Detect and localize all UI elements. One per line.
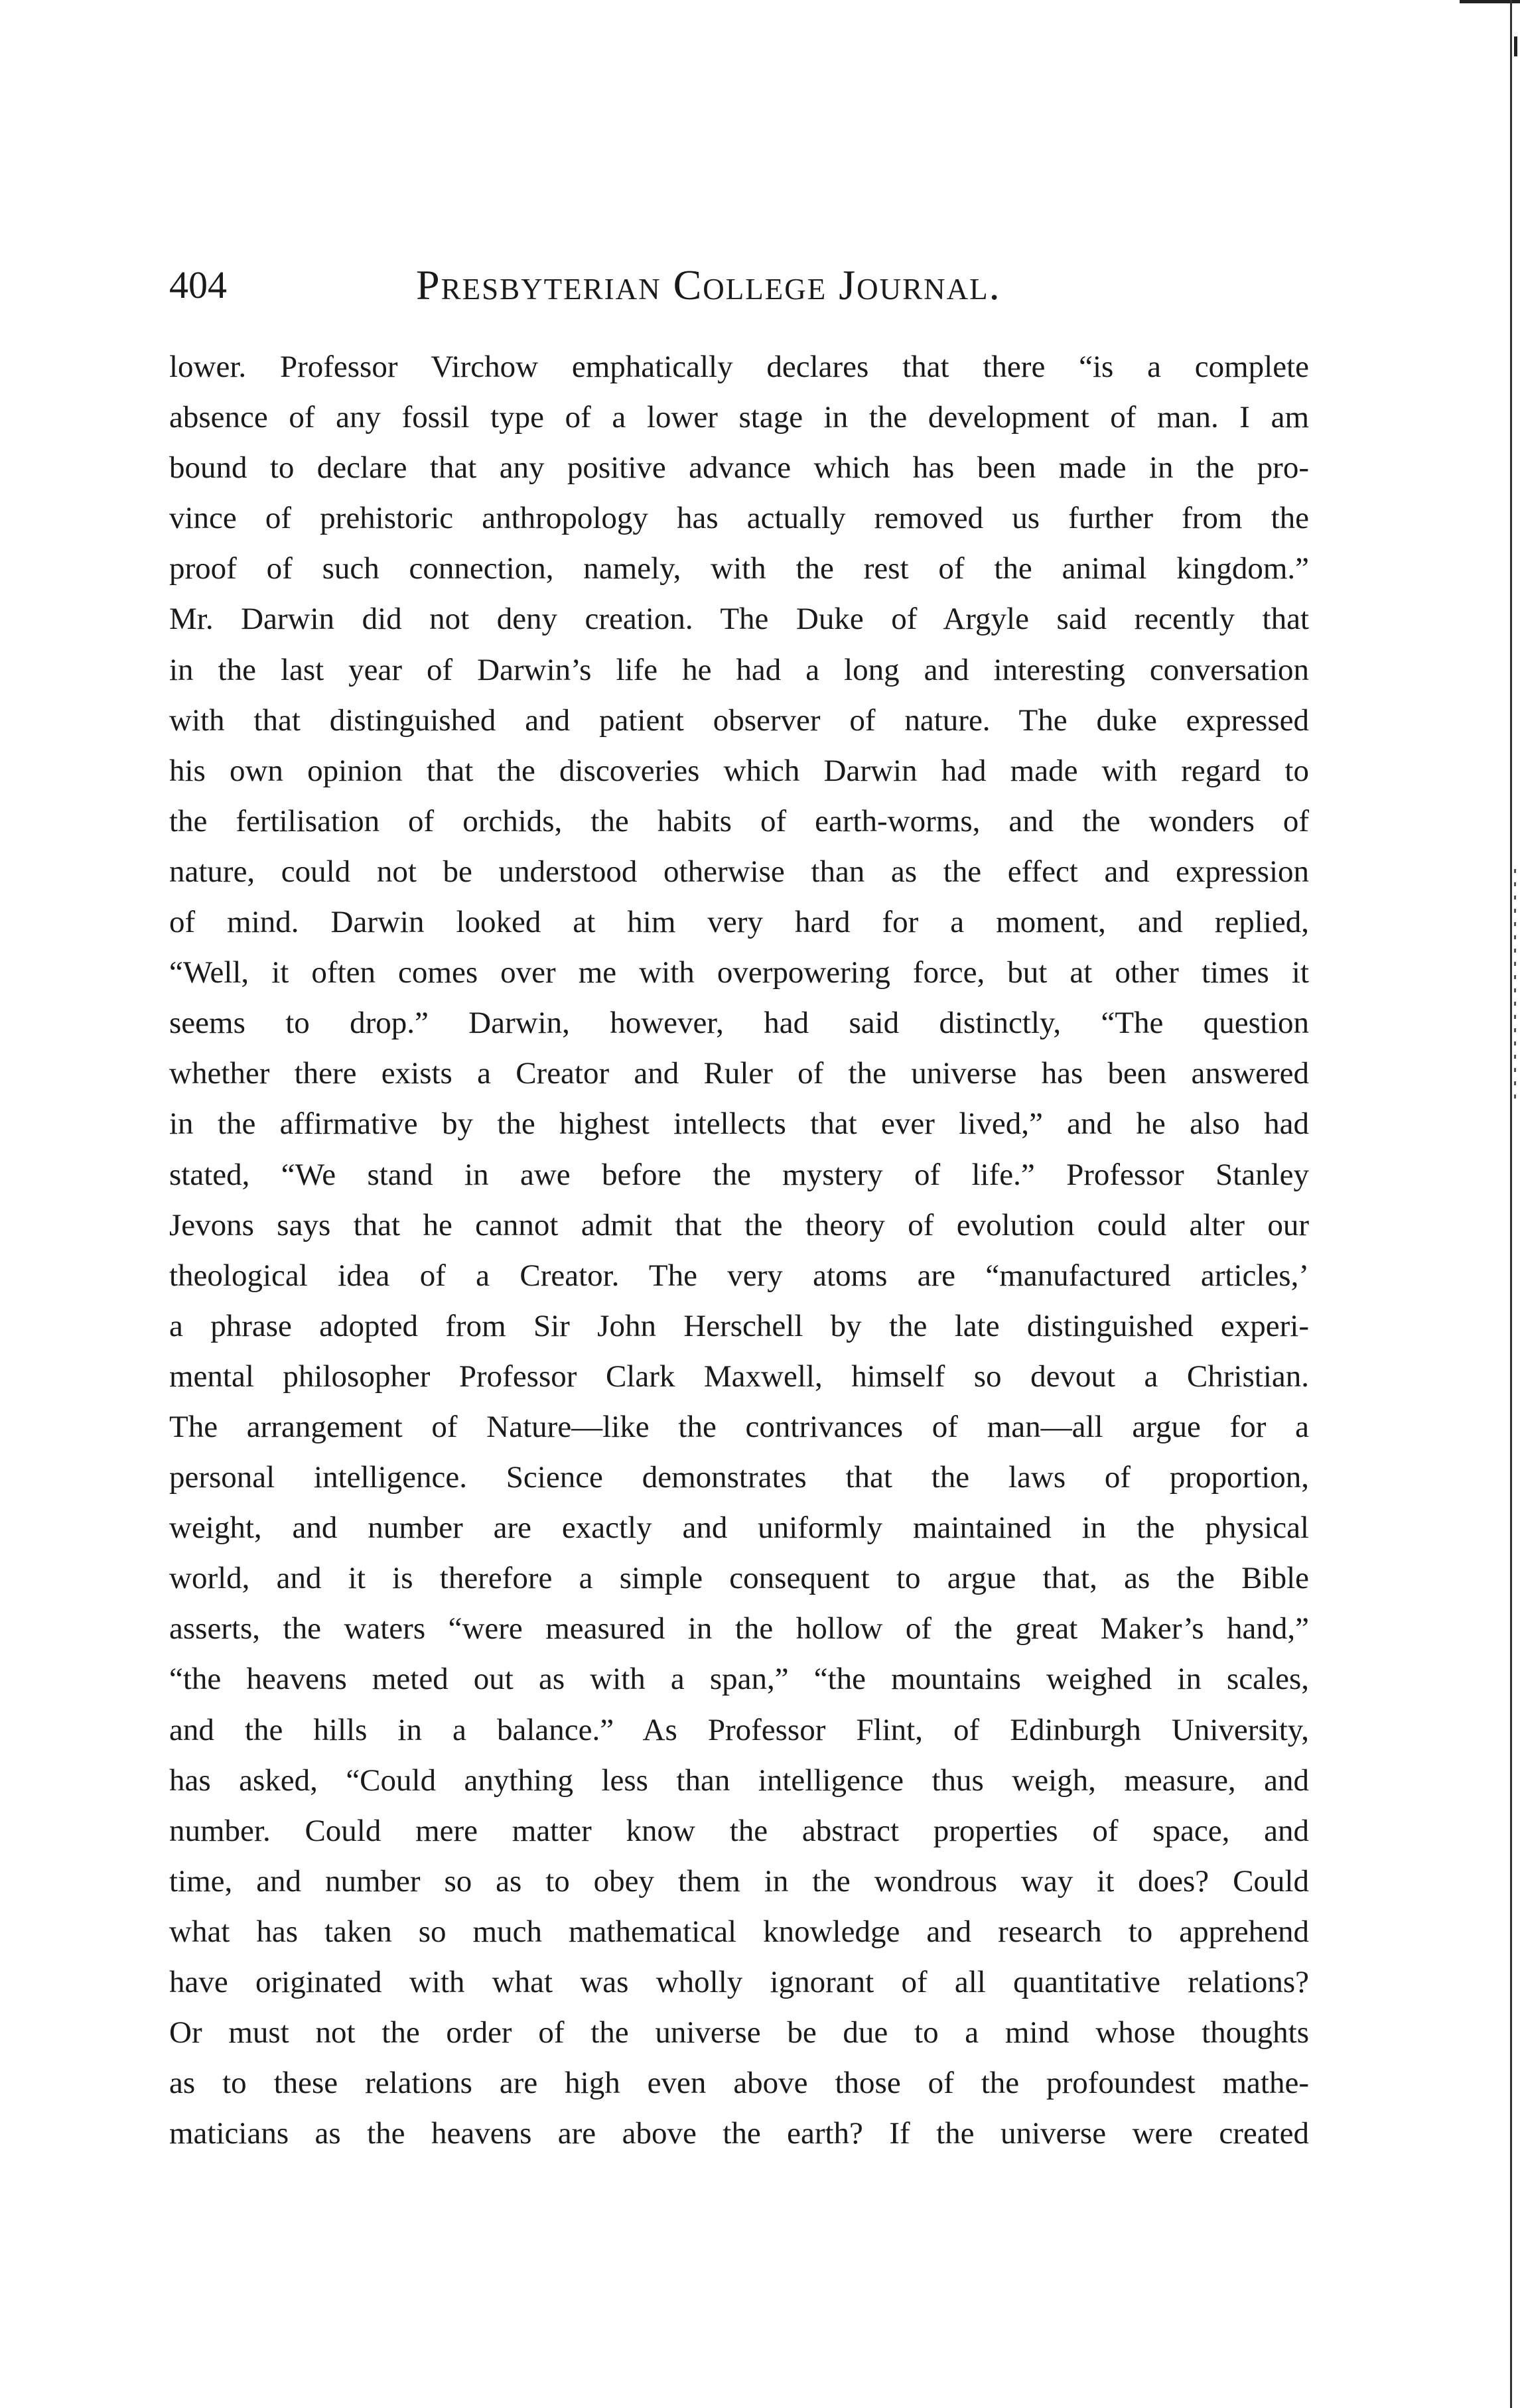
text-line: world, and it is therefore a simple consequent to argue that, as the Bible [169, 1561, 1309, 1596]
text-line: the fertilisation of orchids, the habits of earth-worms, and the wonders of [169, 803, 1309, 838]
text-line: personal intelligence. Science demonstrates that the laws of proportion, [169, 1460, 1309, 1495]
text-line: Jevons says that he cannot admit that the theory of evolution could alter our [169, 1207, 1309, 1242]
text-line: absence of any fossil type of a lower stage in the development of man. I am [169, 400, 1309, 435]
body-text [169, 342, 1309, 2159]
text-line: “Well, it often comes over me with overpowering force, but at other times it [169, 955, 1309, 990]
text-line: in the affirmative by the highest intellects that ever lived,” and he also had [169, 1106, 1309, 1142]
text-line: with that distinguished and patient observer of nature. The duke expressed [169, 702, 1309, 738]
text-line: has asked, “Could anything less than intelligence thus weigh, measure, and [169, 1763, 1309, 1798]
text-line: number. Could mere matter know the abstract properties of space, and [169, 1813, 1309, 1848]
text-line: of mind. Darwin looked at him very hard for a moment, and replied, [169, 905, 1309, 940]
text-line: proof of such connection, namely, with the rest of the animal kingdom.” [169, 551, 1309, 586]
text-line: maticians as the heavens are above the earth? If the universe were created [169, 2116, 1309, 2151]
scan-edge-rule [1510, 0, 1512, 2408]
scan-edge-mark [1514, 869, 1516, 1101]
text-line: theological idea of a Creator. The very atoms are “manufactured articles,’ [169, 1258, 1309, 1293]
text-line: what has taken so much mathematical knowledge and research to apprehend [169, 1914, 1309, 1949]
text-line: seems to drop.” Darwin, however, had said distinctly, “The question [169, 1006, 1309, 1041]
text-line: vince of prehistoric anthropology has actually removed us further from the [169, 501, 1309, 536]
text-line: in the last year of Darwin’s life he had a long and interesting conversation [169, 652, 1309, 687]
journal-title: Presbyterian College Journal. [416, 261, 1001, 308]
text-line: have originated with what was wholly ignorant of all quantitative relations? [169, 1965, 1309, 1999]
text-line: The arrangement of Nature—like the contrivances of man—all argue for a [169, 1409, 1309, 1444]
text-line: time, and number so as to obey them in the wondrous way it does? Could [169, 1863, 1309, 1899]
text-line: whether there exists a Creator and Ruler of the universe has been answered [169, 1056, 1309, 1091]
text-line: lower. Professor Virchow emphatically declares that there “is a complete [169, 350, 1309, 384]
scan-edge-mark [1514, 36, 1517, 56]
text-line: stated, “We stand in awe before the mystery of life.” Professor Stanley [169, 1157, 1309, 1192]
text-line: bound to declare that any positive advance which has been made in the pro- [169, 450, 1309, 486]
text-line: “the heavens meted out as with a span,” “the mountains weighed in scales, [169, 1662, 1309, 1697]
text-line: and the hills in a balance.” As Professor Flint, of Edinburgh University, [169, 1712, 1309, 1747]
text-line: his own opinion that the discoveries which Darwin had made with regard to [169, 753, 1309, 788]
text-line: a phrase adopted from Sir John Herschell by the late distinguished experi- [169, 1308, 1309, 1343]
text-line: nature, could not be understood otherwise than as the effect and expression [169, 854, 1309, 889]
running-head [169, 249, 1309, 322]
page-number: 404 [169, 263, 227, 306]
text-line: weight, and number are exactly and uniformly maintained in the physical [169, 1510, 1309, 1546]
text-line: mental philosopher Professor Clark Maxwell, himself so devout a Christian. [169, 1359, 1309, 1394]
text-line: asserts, the waters “were measured in the hollow of the great Maker’s hand,” [169, 1611, 1309, 1646]
text-line: Or must not the order of the universe be due to a mind whose thoughts [169, 2015, 1309, 2050]
text-line: Mr. Darwin did not deny creation. The Duke of Argyle said recently that [169, 602, 1309, 637]
text-line: as to these relations are high even above those of the profoundest mathe- [169, 2066, 1309, 2101]
